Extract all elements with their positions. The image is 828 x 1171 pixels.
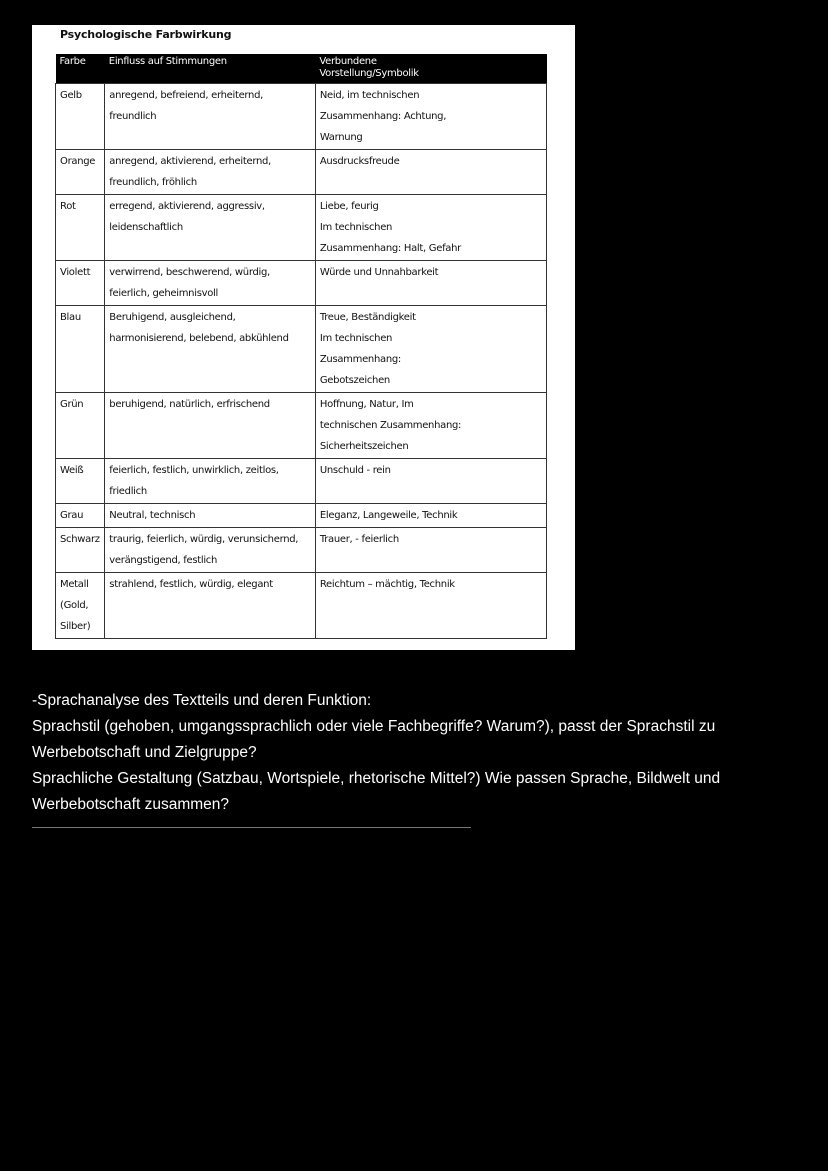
cell-text: feierlich, festlich, unwirklich, zeitlos, (109, 465, 279, 476)
table-row (56, 84, 547, 150)
cell-farbe (56, 528, 105, 573)
cell-symbolik (315, 573, 546, 639)
cell-text: Hoffnung, Natur, Im (319, 399, 414, 410)
table-row (56, 150, 547, 195)
table-row (56, 393, 547, 459)
cell-text: leidenschaftlich (109, 222, 183, 233)
cell-text: Orange (60, 156, 96, 167)
divider-line (32, 827, 471, 828)
cell-text: Zusammenhang: (319, 354, 401, 365)
cell-symbolik (315, 393, 546, 459)
cell-text: Schwarz (60, 534, 100, 545)
table-row (56, 573, 547, 639)
cell-text: Metall (60, 579, 89, 590)
cell-einfluss (105, 393, 316, 459)
cell-einfluss (105, 195, 316, 261)
cell-farbe (56, 150, 105, 195)
header-farbe: Farbe (56, 54, 105, 84)
cell-text: feierlich, geheimnisvoll (109, 288, 218, 299)
table-row (56, 195, 547, 261)
color-table-image (32, 25, 575, 650)
cell-text: Neid, im technischen (319, 90, 420, 101)
cell-text: Reichtum – mächtig, Technik (319, 579, 455, 590)
cell-symbolik (315, 504, 546, 528)
table-row (56, 459, 547, 504)
cell-symbolik (315, 528, 546, 573)
cell-text: (Gold, (60, 600, 89, 611)
cell-text: Liebe, feurig (319, 201, 379, 212)
cell-symbolik (315, 459, 546, 504)
cell-farbe (56, 195, 105, 261)
cell-farbe (56, 261, 105, 306)
cell-text: beruhigend, natürlich, erfrischend (109, 399, 270, 410)
header-symbolik: Verbundene Vorstellung/Symbolik (315, 54, 546, 84)
table-header-row (56, 54, 547, 84)
question-sprachstil: Sprachstil (gehoben, umgangssprachlich oder viele Fachbegriffe? Warum?), passt der Sprachstil zu Werbebotschaft und Zielgruppe? (32, 718, 716, 761)
cell-text: Blau (60, 312, 81, 323)
cell-farbe (56, 504, 105, 528)
cell-text: Warnung (319, 132, 363, 143)
cell-text: Gelb (60, 90, 82, 101)
cell-text: Ausdrucksfreude (319, 156, 400, 167)
cell-text: friedlich (109, 486, 147, 497)
cell-text: freundlich (109, 111, 157, 122)
cell-symbolik (315, 84, 546, 150)
cell-text: freundlich, fröhlich (109, 177, 197, 188)
table-row (56, 306, 547, 393)
cell-text: Neutral, technisch (109, 510, 196, 521)
cell-symbolik (315, 150, 546, 195)
cell-farbe (56, 84, 105, 150)
cell-farbe (56, 306, 105, 393)
cell-farbe (56, 393, 105, 459)
cell-farbe (56, 573, 105, 639)
cell-text: Eleganz, Langeweile, Technik (319, 510, 458, 521)
cell-text: traurig, feierlich, würdig, verunsichernd, (109, 534, 299, 545)
cell-symbolik (315, 195, 546, 261)
cell-einfluss (105, 306, 316, 393)
cell-text: Treue, Beständigkeit (319, 312, 416, 323)
cell-text: verwirrend, beschwerend, würdig, (109, 267, 270, 278)
cell-text: harmonisierend, belebend, abkühlend (109, 333, 289, 344)
question-gestaltung: Sprachliche Gestaltung (Satzbau, Wortspiele, rhetorische Mittel?) Wie passen Sprache, Bildwelt und Werbebotschaft zusammen? (32, 770, 721, 813)
assignment-question (32, 688, 802, 818)
cell-text: Trauer, - feierlich (319, 534, 399, 545)
cell-einfluss (105, 84, 316, 150)
cell-text: Violett (60, 267, 91, 278)
cell-text: Im technischen (319, 333, 393, 344)
cell-text: Zusammenhang: Achtung, (319, 111, 447, 122)
cell-text: Unschuld - rein (319, 465, 391, 476)
cell-text: technischen Zusammenhang: (319, 420, 462, 431)
cell-text: anregend, aktivierend, erheiternd, (109, 156, 271, 167)
cell-text: Weiß (60, 465, 84, 476)
cell-text: Grau (60, 510, 84, 521)
cell-text: verängstigend, festlich (109, 555, 218, 566)
cell-text: Zusammenhang: Halt, Gefahr (319, 243, 461, 254)
header-einfluss: Einfluss auf Stimmungen (105, 54, 316, 84)
cell-text: Würde und Unnahbarkeit (319, 267, 439, 278)
cell-text: erregend, aktivierend, aggressiv, (109, 201, 265, 212)
cell-einfluss (105, 261, 316, 306)
table-row (56, 528, 547, 573)
color-effect-table (55, 54, 547, 639)
cell-text: Sicherheitszeichen (319, 441, 409, 452)
table-title: Psychologische Farbwirkung (60, 28, 232, 41)
cell-symbolik (315, 261, 546, 306)
table-row (56, 261, 547, 306)
cell-einfluss (105, 504, 316, 528)
cell-text: Rot (60, 201, 76, 212)
cell-einfluss (105, 459, 316, 504)
cell-einfluss (105, 528, 316, 573)
table-row (56, 504, 547, 528)
question-heading: -Sprachanalyse des Textteils und deren Funktion: (32, 692, 372, 709)
cell-text: Grün (60, 399, 84, 410)
cell-text: Gebotszeichen (319, 375, 390, 386)
cell-einfluss (105, 573, 316, 639)
cell-text: Silber) (60, 621, 91, 632)
cell-text: Beruhigend, ausgleichend, (109, 312, 236, 323)
cell-einfluss (105, 150, 316, 195)
cell-text: strahlend, festlich, würdig, elegant (109, 579, 273, 590)
cell-farbe (56, 459, 105, 504)
cell-text: Im technischen (319, 222, 393, 233)
cell-text: anregend, befreiend, erheiternd, (109, 90, 264, 101)
cell-symbolik (315, 306, 546, 393)
